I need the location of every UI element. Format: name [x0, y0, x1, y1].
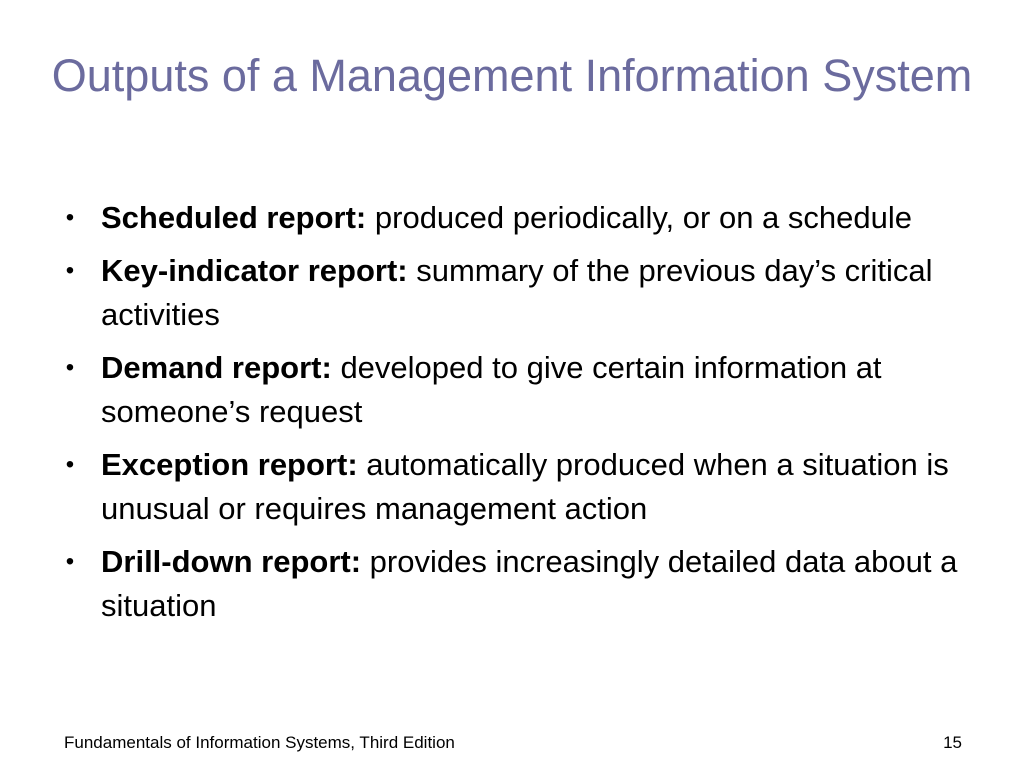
bullet-term: Key-indicator report:: [101, 253, 408, 288]
page-number: 15: [943, 733, 962, 752]
bullet-icon: •: [65, 354, 75, 381]
bullet-icon: •: [65, 451, 75, 478]
bullet-item: [60, 196, 960, 240]
bullet-term: Drill-down report:: [101, 544, 362, 579]
bullet-list: [60, 196, 960, 637]
bullet-term: Demand report:: [101, 350, 332, 385]
bullet-description: produced periodically, or on a schedule: [374, 200, 912, 235]
bullet-item: [60, 346, 960, 434]
bullet-term: Exception report:: [101, 447, 358, 482]
bullet-icon: •: [65, 204, 75, 231]
bullet-item: [60, 249, 960, 337]
bullet-description: provides increasingly detailed data about a situation: [101, 544, 958, 623]
bullet-item: [60, 443, 960, 531]
bullet-icon: •: [65, 548, 75, 575]
bullet-item: [60, 540, 960, 628]
slide-title: Outputs of a Management Information System: [51, 50, 973, 101]
bullet-term: Scheduled report:: [101, 200, 367, 235]
bullet-description: summary of the previous day’s critical activities: [101, 253, 933, 332]
bullet-description: automatically produced when a situation is unusual or requires management action: [101, 447, 949, 526]
bullet-icon: •: [65, 257, 75, 284]
bullet-description: developed to give certain information at someone’s request: [101, 350, 882, 429]
footer-text: Fundamentals of Information Systems, Third Edition: [64, 733, 455, 752]
